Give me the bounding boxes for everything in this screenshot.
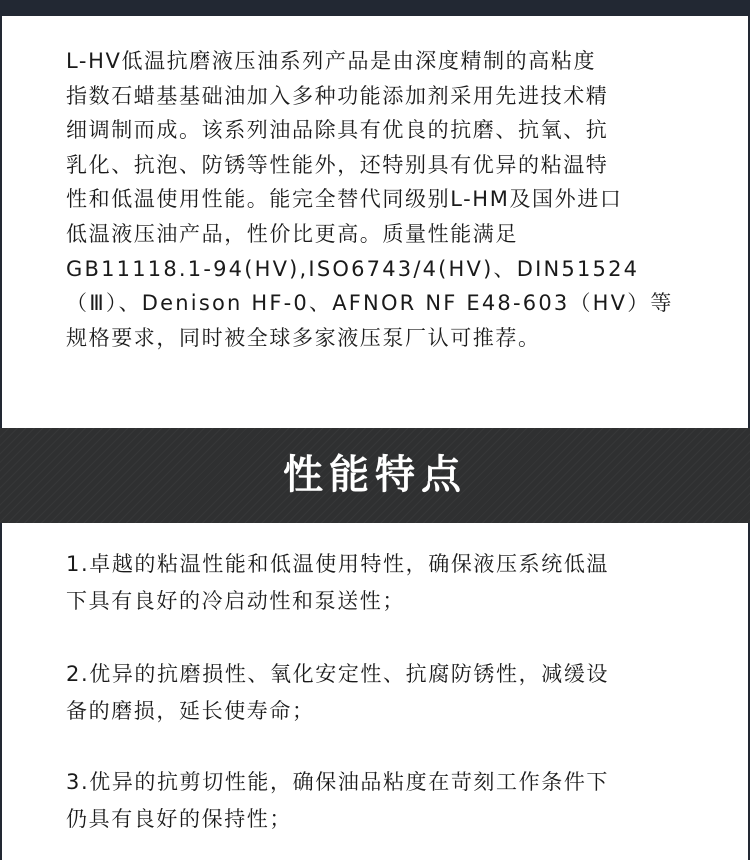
feature-line: 下具有良好的冷启动性和泵送性； bbox=[66, 589, 405, 613]
feature-item-3 bbox=[66, 764, 716, 838]
description-line: 细调制而成。该系列油品除具有优良的抗磨、抗氧、抗 bbox=[66, 118, 609, 143]
description-line: 性和低温使用性能。能完全替代同级别L-HM及国外进口 bbox=[66, 187, 623, 212]
feature-line: 仍具有良好的保持性； bbox=[66, 807, 292, 831]
description-line: 低温液压油产品，性价比更高。质量性能满足 bbox=[66, 221, 518, 246]
section-title: 性能特点 bbox=[283, 452, 467, 498]
feature-line: 3.优异的抗剪切性能，确保油品粘度在苛刻工作条件下 bbox=[66, 770, 610, 794]
description-line: （Ⅲ）、Denison HF-0、AFNOR NF E48-603（HV）等 bbox=[66, 291, 674, 316]
feature-item-2 bbox=[66, 656, 716, 730]
description-line: GB11118.1-94(HV),ISO6743/4(HV)、DIN51524 bbox=[66, 256, 640, 281]
product-description bbox=[66, 44, 716, 355]
top-decorative-bar bbox=[0, 0, 750, 16]
feature-line: 备的磨损，延长使寿命； bbox=[66, 699, 315, 723]
description-line: L-HV低温抗磨液压油系列产品是由深度精制的高粘度 bbox=[66, 49, 597, 73]
section-header-band bbox=[0, 428, 750, 523]
description-line: 乳化、抗泡、防锈等性能外，还特别具有优异的粘温特 bbox=[66, 152, 609, 177]
description-line: 指数石蜡基基础油加入多种功能添加剂采用先进技术精 bbox=[66, 83, 609, 108]
feature-item-1 bbox=[66, 546, 716, 620]
description-line: 规格要求，同时被全球多家液压泵厂认可推荐。 bbox=[66, 325, 541, 350]
feature-line: 1.卓越的粘温性能和低温使用特性，确保液压系统低温 bbox=[66, 552, 610, 576]
feature-line: 2.优异的抗磨损性、氧化安定性、抗腐防锈性，减缓设 bbox=[66, 662, 610, 686]
